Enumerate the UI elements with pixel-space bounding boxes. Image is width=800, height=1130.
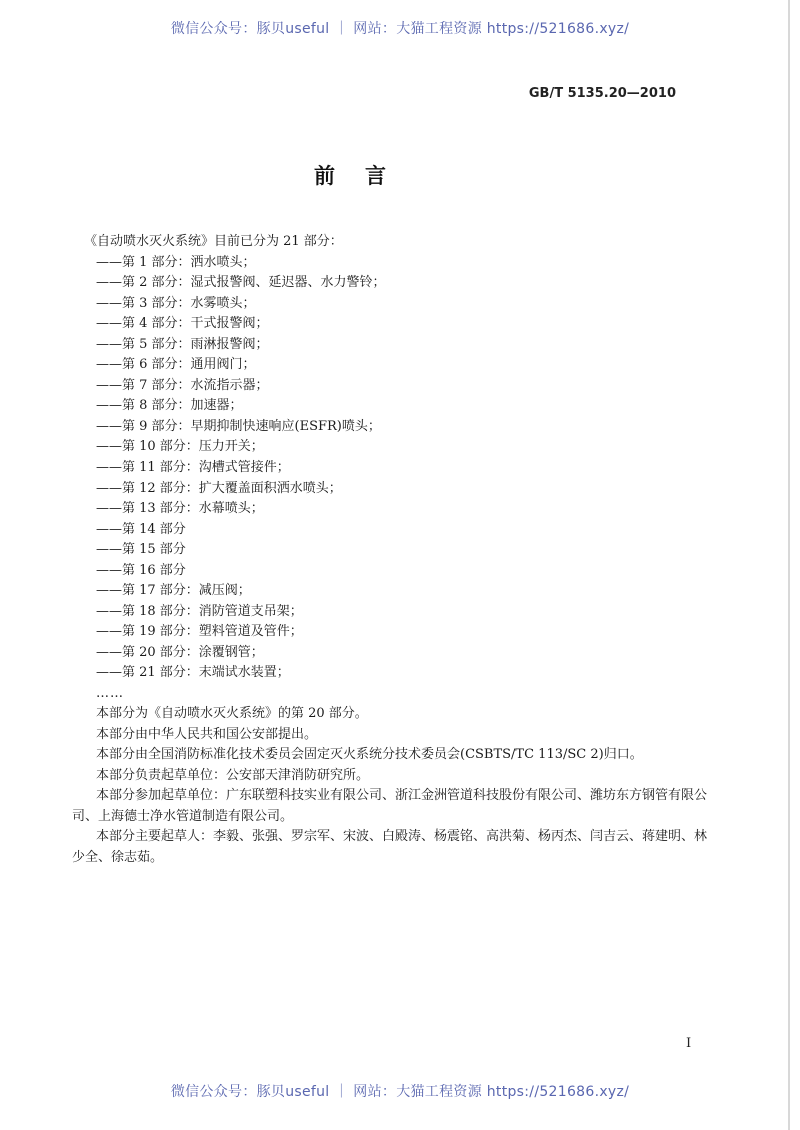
part-list-item: ——第 10 部分：压力开关； xyxy=(96,439,264,455)
part-list-item: ——第 14 部分 xyxy=(96,521,186,537)
part-list-item: ——第 17 部分：减压阀； xyxy=(96,583,251,599)
part-list-item: ——第 2 部分：湿式报警阀、延迟器、水力警铃； xyxy=(96,275,386,291)
part-list-item: ——第 7 部分：水流指示器； xyxy=(96,377,269,393)
part-list-item: ——第 19 部分：塑料管道及管件； xyxy=(96,624,303,640)
foreword-paragraph: 本部分负责起草单位：公安部天津消防研究所。 xyxy=(96,767,370,783)
part-list-item: ——第 6 部分：通用阀门； xyxy=(96,357,256,373)
parts-list xyxy=(96,253,736,684)
part-list-item: ——第 16 部分 xyxy=(96,562,186,578)
part-list-item: ——第 1 部分：洒水喷头； xyxy=(96,254,256,270)
scan-edge xyxy=(788,0,790,1130)
part-list-item: ——第 13 部分：水幕喷头； xyxy=(96,501,264,517)
part-list-item: ——第 18 部分：消防管道支吊架； xyxy=(96,603,303,619)
part-list-item: ——第 12 部分：扩大覆盖面积洒水喷头； xyxy=(96,480,342,496)
part-list-item: ——第 21 部分：末端试水装置； xyxy=(96,665,290,681)
watermark-top: 微信公众号：豚贝useful ｜ 网站：大猫工程资源 https://521686.xyz/ xyxy=(170,21,630,37)
intro-line: 《自动喷水灭火系统》目前已分为 21 部分： xyxy=(84,234,343,249)
part-list-item: ——第 5 部分：雨淋报警阀； xyxy=(96,336,269,352)
ellipsis: …… xyxy=(96,686,124,702)
foreword-paragraph: 本部分由中华人民共和国公安部提出。 xyxy=(96,726,318,742)
watermark-bottom: 微信公众号：豚贝useful ｜ 网站：大猫工程资源 https://521686.xyz/ xyxy=(170,1084,630,1100)
part-list-item: ——第 9 部分：早期抑制快速响应(ESFR)喷头； xyxy=(96,418,381,434)
foreword-body xyxy=(72,232,736,868)
page-number: I xyxy=(686,1036,692,1051)
part-list-item: ——第 15 部分 xyxy=(96,542,186,558)
part-list-item: ——第 3 部分：水雾喷头； xyxy=(96,295,256,311)
foreword-paragraph: 本部分参加起草单位：广东联塑科技实业有限公司、浙江金洲管道科技股份有限公司、潍坊东方钢管有限公司、上海德士净水管道制造有限公司。 xyxy=(72,788,708,824)
part-list-item: ——第 4 部分：干式报警阀； xyxy=(96,316,269,332)
part-list-item: ——第 20 部分：涂覆钢管； xyxy=(96,644,264,660)
foreword-paragraph: 本部分主要起草人：李毅、张强、罗宗军、宋波、白殿涛、杨震铭、高洪菊、杨丙杰、闫吉云、蒋建明、林少全、徐志茹。 xyxy=(72,829,708,865)
foreword-paragraph: 本部分为《自动喷水灭火系统》的第 20 部分。 xyxy=(96,706,368,722)
part-list-item: ——第 8 部分：加速器； xyxy=(96,398,243,414)
paragraph-list xyxy=(72,704,736,868)
foreword-paragraph: 本部分由全国消防标准化技术委员会固定灭火系统分技术委员会(CSBTS/TC 113/SC 2)归口。 xyxy=(96,747,643,763)
page-title: 前言 xyxy=(314,164,416,188)
standard-number: GB/T 5135.20—2010 xyxy=(528,86,676,101)
part-list-item: ——第 11 部分：沟槽式管接件； xyxy=(96,460,290,476)
